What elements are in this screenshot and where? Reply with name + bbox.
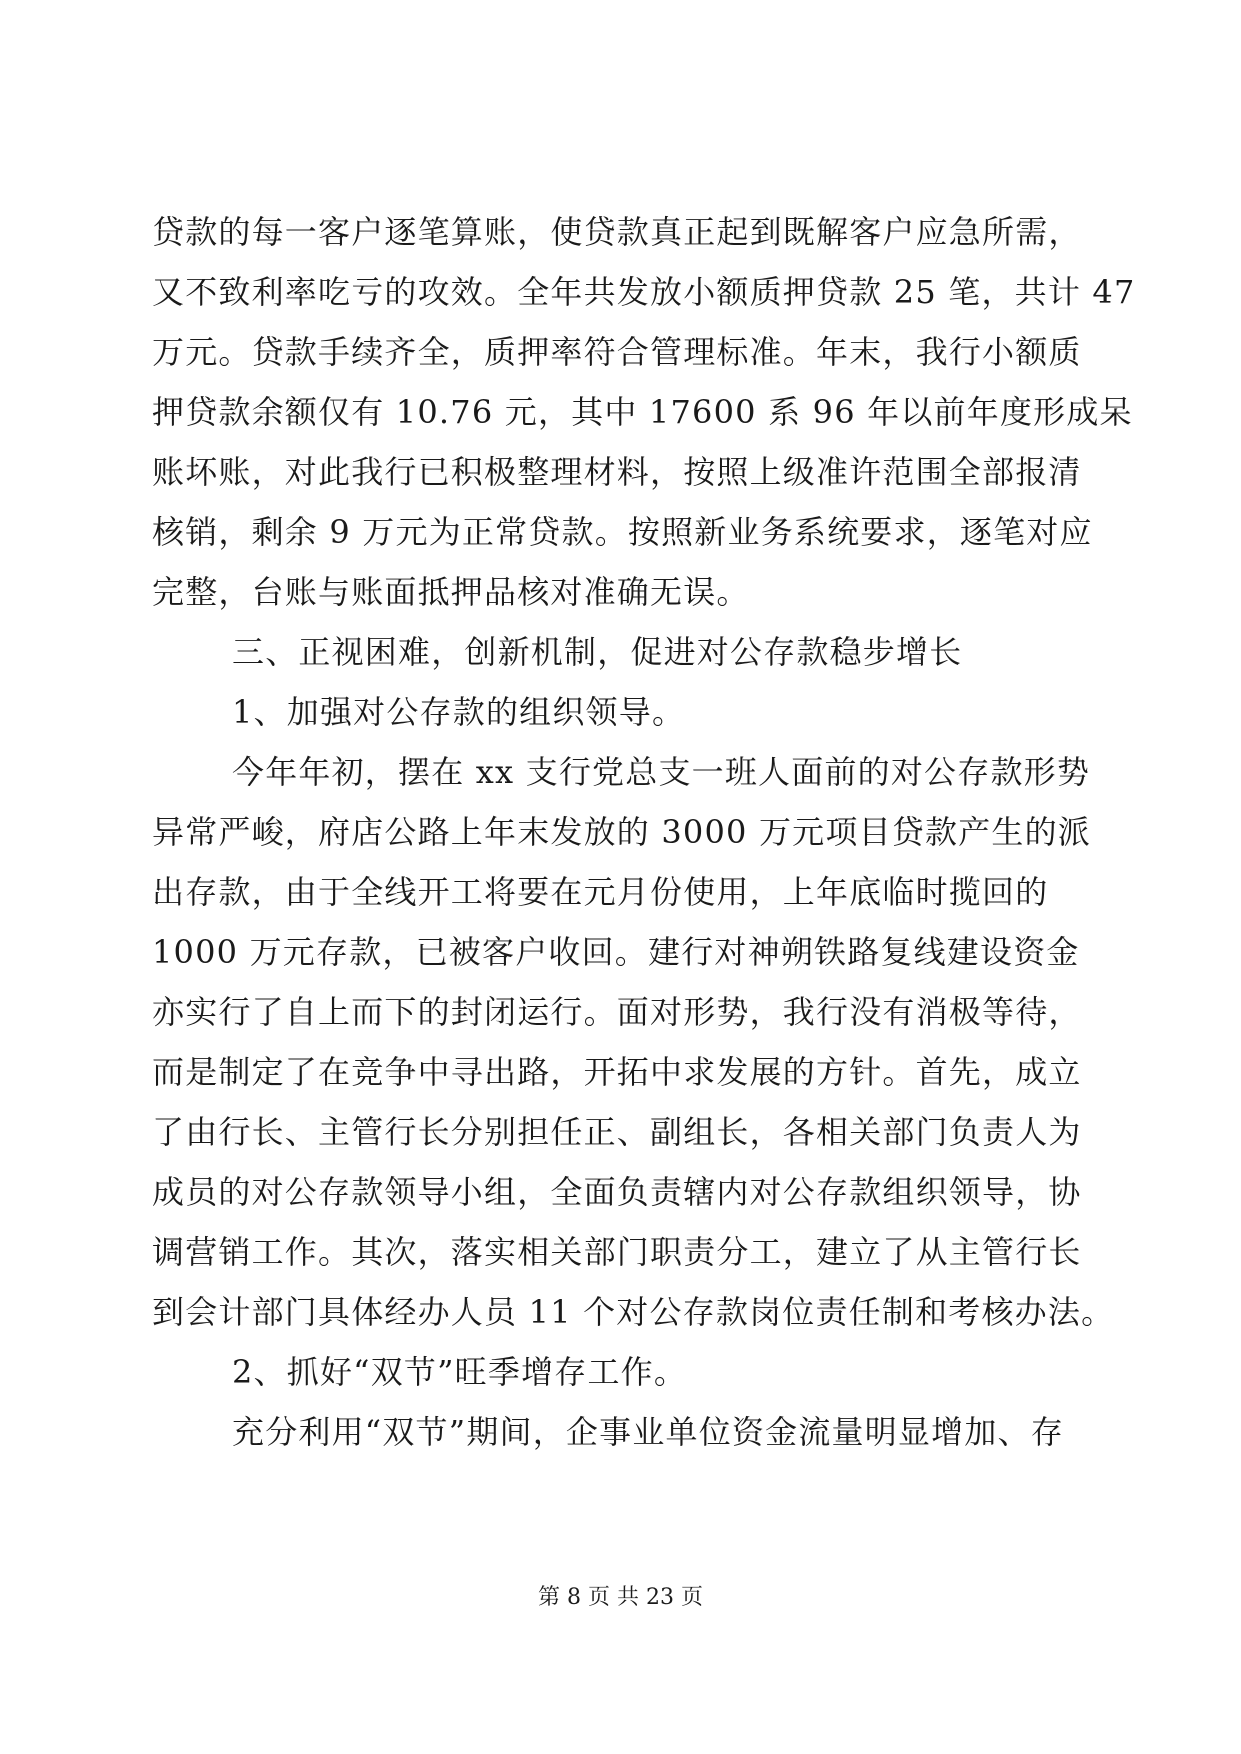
text-line-13: 1000 万元存款，已被客户收回。建行对神朔铁路复线建设资金 (152, 933, 1080, 971)
text-line-4: 押贷款余额仅有 10.76 元，其中 17600 系 96 年以前年度形成呆 (152, 393, 1133, 431)
text-line-3: 万元。贷款手续齐全，质押率符合管理标准。年末，我行小额质 (152, 333, 1082, 371)
text-line-15: 而是制定了在竞争中寻出路，开拓中求发展的方针。首先，成立 (152, 1053, 1082, 1091)
text-line-10: 今年年初，摆在 xx 支行党总支一班人面前的对公存款形势 (232, 753, 1091, 791)
text-line-19: 到会计部门具体经办人员 11 个对公存款岗位责任制和考核办法。 (152, 1293, 1115, 1331)
text-line-21: 充分利用“双节”期间，企事业单位资金流量明显增加、存 (232, 1413, 1064, 1451)
text-line-2: 又不致利率吃亏的攻效。全年共发放小额质押贷款 25 笔，共计 47 (152, 273, 1136, 311)
text-line-7: 完整，台账与账面抵押品核对准确无误。 (152, 573, 750, 611)
text-line-14: 亦实行了自上而下的封闭运行。面对形势，我行没有消极等待， (152, 993, 1082, 1031)
text-line-16: 了由行长、主管行长分别担任正、副组长，各相关部门负责人为 (152, 1113, 1082, 1151)
section-heading: 三、正视困难，创新机制，促进对公存款稳步增长 (232, 633, 963, 671)
subsection-heading-2: 2、抓好“双节”旺季增存工作。 (232, 1353, 688, 1391)
text-line-18: 调营销工作。其次，落实相关部门职责分工，建立了从主管行长 (152, 1233, 1082, 1271)
text-line-5: 账坏账，对此我行已积极整理材料，按照上级准许范围全部报清 (152, 453, 1082, 491)
text-line-17: 成员的对公存款领导小组，全面负责辖内对公存款组织领导，协 (152, 1173, 1082, 1211)
page-number-footer: 第 8 页 共 23 页 (538, 1585, 703, 1610)
text-line-1: 贷款的每一客户逐笔算账，使贷款真正起到既解客户应急所需， (152, 213, 1082, 251)
text-line-11: 异常严峻，府店公路上年末发放的 3000 万元项目贷款产生的派 (152, 813, 1091, 851)
text-line-12: 出存款，由于全线开工将要在元月份使用，上年底临时揽回的 (152, 873, 1049, 911)
subsection-heading-1: 1、加强对公存款的组织领导。 (232, 693, 686, 731)
text-line-6: 核销，剩余 9 万元为正常贷款。按照新业务系统要求，逐笔对应 (152, 513, 1093, 551)
